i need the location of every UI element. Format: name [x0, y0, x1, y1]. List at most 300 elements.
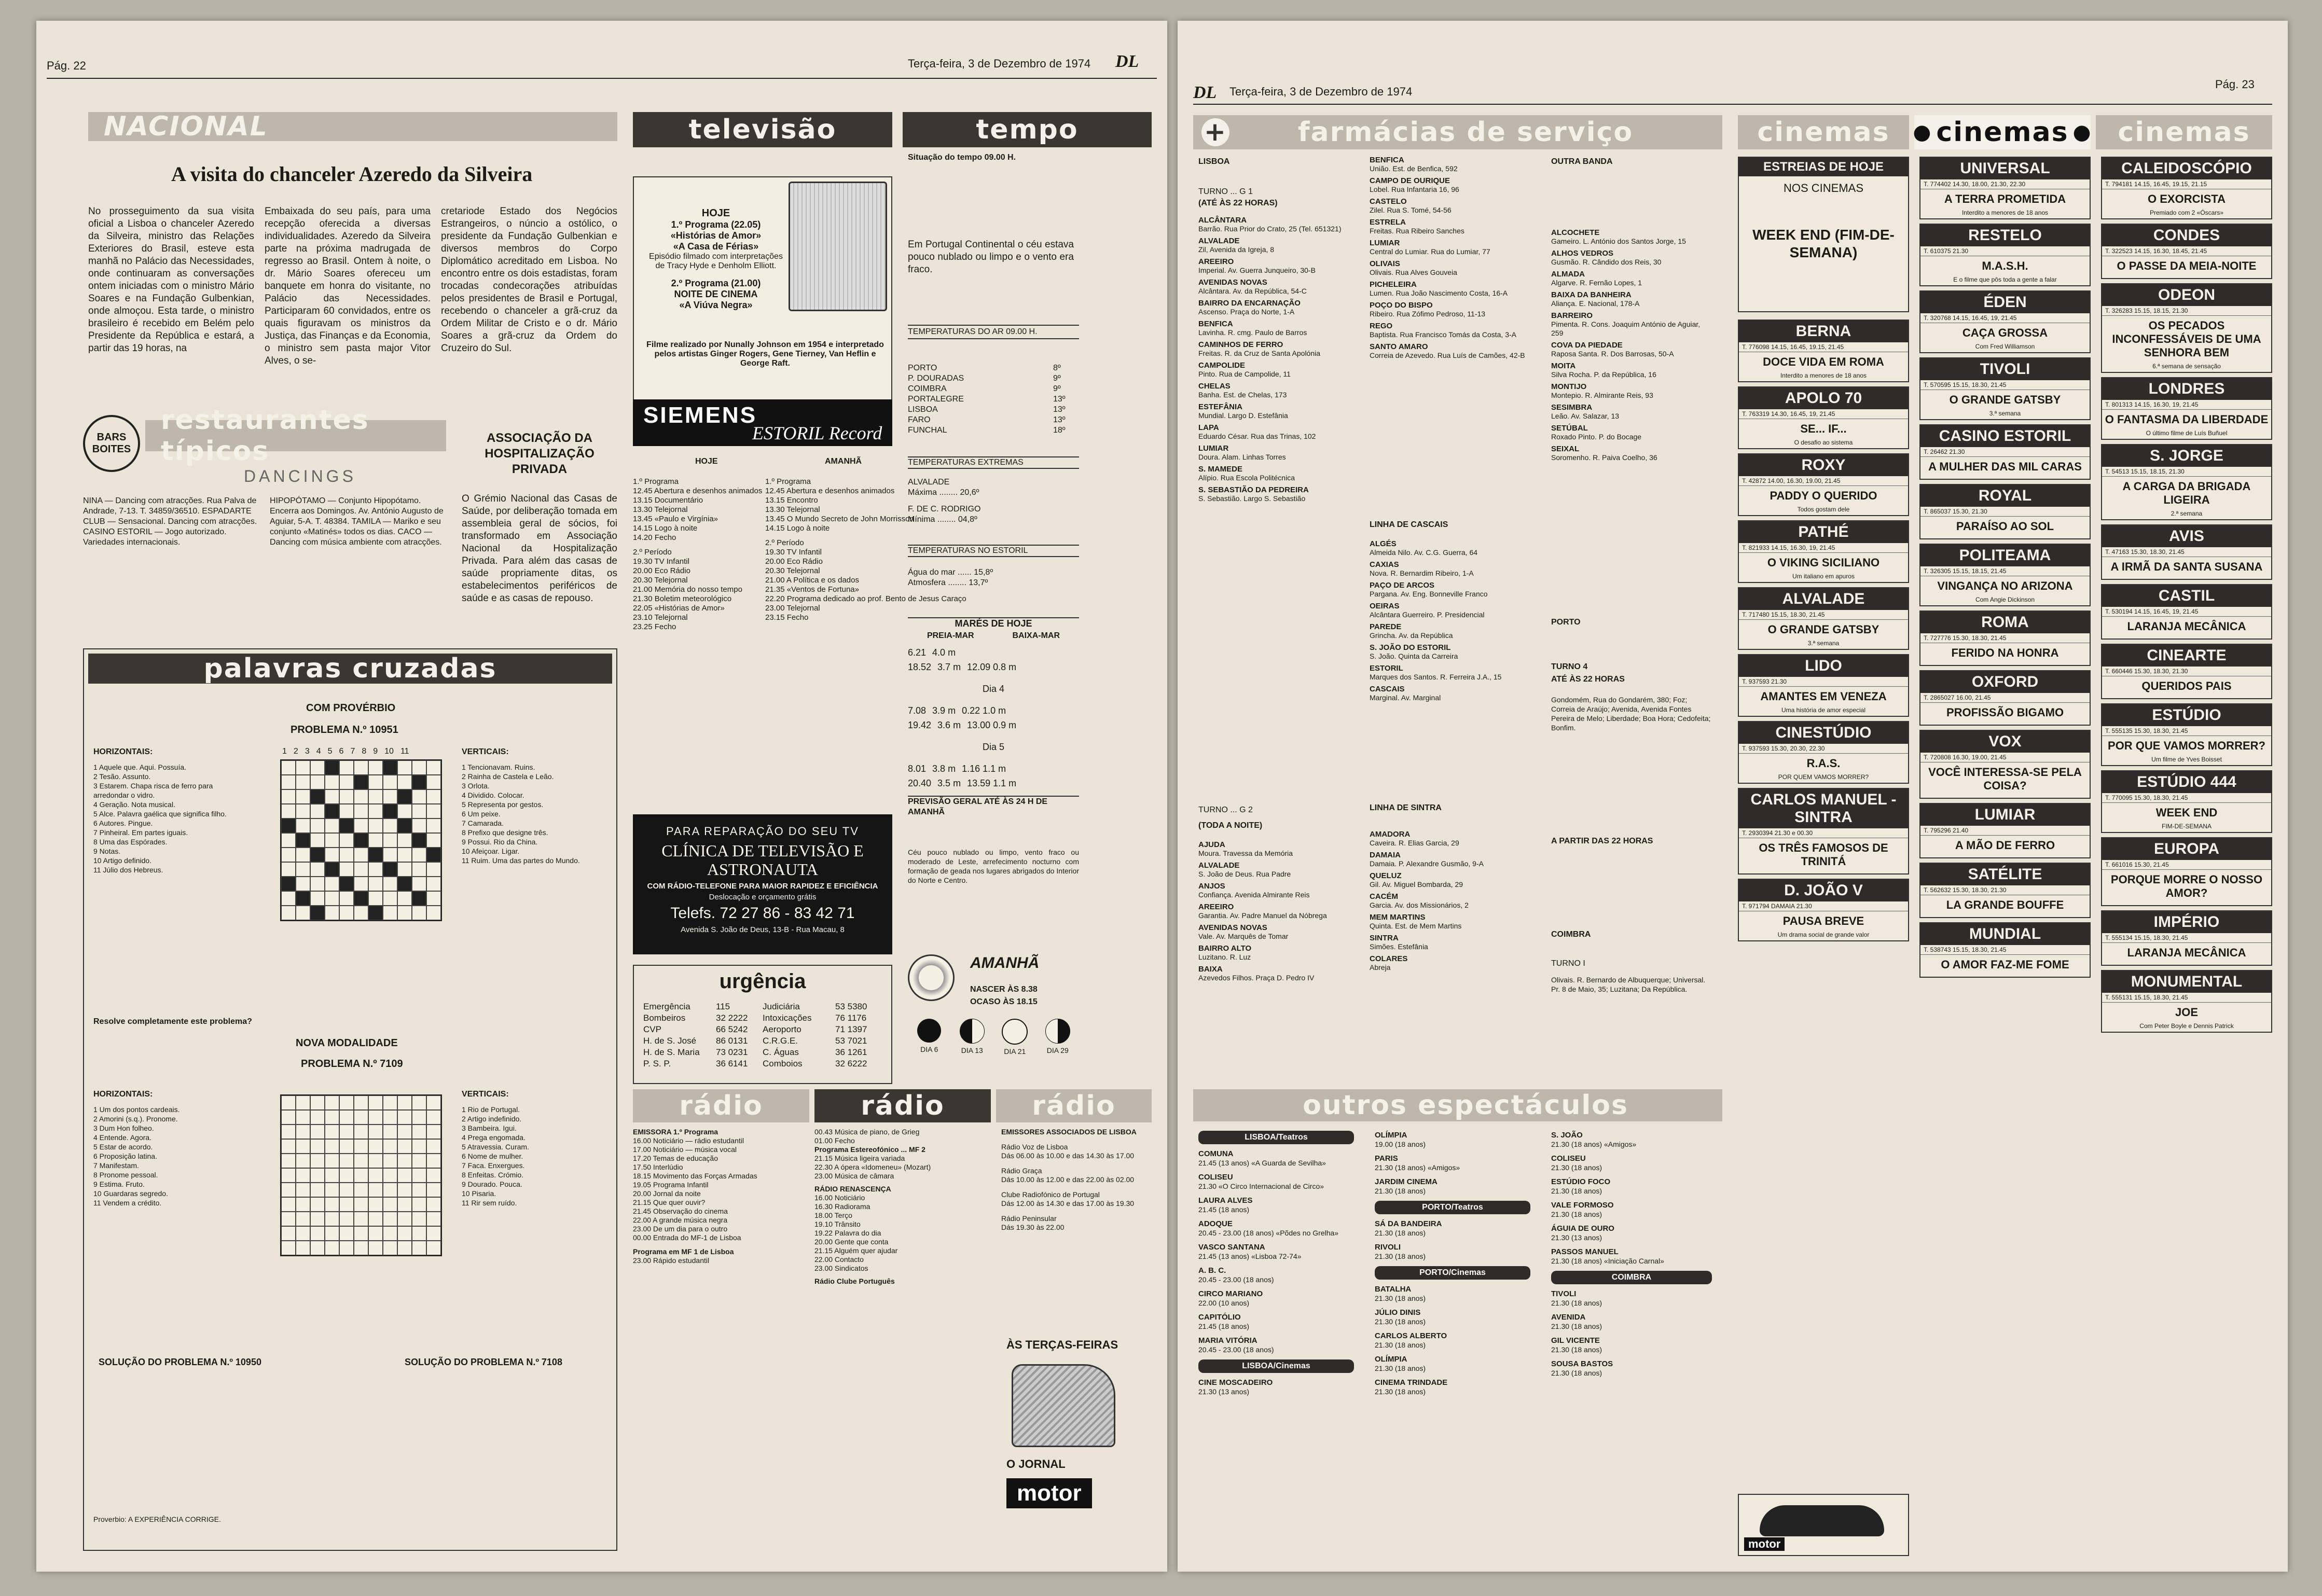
- crossword-cell[interactable]: [426, 877, 441, 891]
- crossword-cell[interactable]: [383, 1154, 397, 1168]
- cinema-listing[interactable]: [1738, 721, 1909, 784]
- tv-repair-ad: PARA REPARAÇÃO DO SEU TV CLÍNICA DE TELEVISÃO E ASTRONAUTA COM RÁDIO-TELEFONE PARA MAIOR RAPIDEZ E EFICIÊNCIA Deslocação e orçamento grátis Telefs. 72 27 86 - 83 42 71 Avenida S. João de Deus, 13-B - Rua Macau, 8: [633, 814, 892, 954]
- crossword-cell[interactable]: [397, 1183, 412, 1197]
- venue-entry: [1198, 1149, 1354, 1168]
- crossword-cell[interactable]: [325, 1241, 339, 1255]
- crossword-cell[interactable]: [397, 1110, 412, 1125]
- cinema-listing[interactable]: [2101, 770, 2272, 833]
- crossword-cell[interactable]: [281, 789, 296, 804]
- crossword-cell[interactable]: [296, 906, 310, 920]
- crossword-cell[interactable]: [325, 818, 339, 833]
- crossword-cell[interactable]: [383, 818, 397, 833]
- crossword-cell[interactable]: [325, 1212, 339, 1226]
- crossword-cell[interactable]: [325, 891, 339, 906]
- crossword-cell[interactable]: [354, 1241, 368, 1255]
- crossword-cell[interactable]: [397, 862, 412, 877]
- crossword-cell[interactable]: [296, 1110, 310, 1125]
- crossword-cell[interactable]: [354, 1125, 368, 1139]
- crossword-cell[interactable]: [281, 1226, 296, 1241]
- crossword-cell[interactable]: [368, 1095, 383, 1110]
- crossword-cell[interactable]: [354, 760, 368, 775]
- crossword-cell[interactable]: [339, 789, 354, 804]
- crossword-cell[interactable]: [325, 1168, 339, 1183]
- cinema-listing[interactable]: [1738, 320, 1909, 382]
- crossword-cell[interactable]: [383, 877, 397, 891]
- crossword-cell[interactable]: [397, 818, 412, 833]
- crossword-cell[interactable]: [325, 862, 339, 877]
- film-title: QUERIDOS PAIS: [2141, 679, 2232, 692]
- crossword-cell[interactable]: [426, 1226, 441, 1241]
- crossword-cell[interactable]: [397, 789, 412, 804]
- crossword-cell[interactable]: [281, 775, 296, 789]
- cinema-listing[interactable]: [1919, 730, 2091, 799]
- crossword-cell[interactable]: [310, 1241, 325, 1255]
- crossword-cell[interactable]: [368, 891, 383, 906]
- pharmacy-entry: [1198, 257, 1354, 275]
- crossword-cell[interactable]: [383, 1241, 397, 1255]
- crossword-cell[interactable]: [368, 1154, 383, 1168]
- crossword-cell[interactable]: [412, 891, 426, 906]
- crossword-cell[interactable]: [310, 1125, 325, 1139]
- crossword-cell[interactable]: [383, 1139, 397, 1154]
- crossword-cell[interactable]: [296, 760, 310, 775]
- crossword-cell[interactable]: [296, 1139, 310, 1154]
- crossword-cell[interactable]: [310, 891, 325, 906]
- cinema-listing[interactable]: [1919, 290, 2091, 353]
- crossword-cell[interactable]: [325, 848, 339, 862]
- crossword-cell[interactable]: [281, 848, 296, 862]
- crossword-cell[interactable]: [296, 1212, 310, 1226]
- crossword-cell[interactable]: [397, 1241, 412, 1255]
- crossword-cell[interactable]: [412, 1241, 426, 1255]
- crossword-cell[interactable]: [339, 877, 354, 891]
- crossword-cell[interactable]: [281, 1212, 296, 1226]
- crossword-cell[interactable]: [397, 1139, 412, 1154]
- cinema-listing[interactable]: [1919, 610, 2091, 666]
- crossword-cell[interactable]: [426, 818, 441, 833]
- cinema-listing[interactable]: [2101, 703, 2272, 766]
- crossword-cell[interactable]: [339, 1168, 354, 1183]
- crossword-cell[interactable]: [310, 1154, 325, 1168]
- cinema-listing[interactable]: [2101, 970, 2272, 1033]
- crossword-cell[interactable]: [354, 877, 368, 891]
- crossword-cell[interactable]: [397, 848, 412, 862]
- crossword-cell[interactable]: [412, 1110, 426, 1125]
- crossword-cell[interactable]: [281, 862, 296, 877]
- cinema-listing[interactable]: [1738, 453, 1909, 516]
- pharmacy-entry: [1198, 278, 1354, 296]
- crossword-cell[interactable]: [412, 1125, 426, 1139]
- crossword-cell[interactable]: [397, 1154, 412, 1168]
- crossword-cell[interactable]: [426, 848, 441, 862]
- pharmacy-address: Gusmão. R. Cândido dos Reis, 30: [1551, 258, 1662, 266]
- crossword-cell[interactable]: [325, 1154, 339, 1168]
- crossword-cell[interactable]: [383, 1125, 397, 1139]
- crossword-cell[interactable]: [426, 1212, 441, 1226]
- crossword-cell[interactable]: [281, 1154, 296, 1168]
- crossword-cell[interactable]: [310, 775, 325, 789]
- crossword-cell[interactable]: [383, 1197, 397, 1212]
- cinema-listing[interactable]: [1919, 224, 2091, 286]
- crossword-cell[interactable]: [339, 1197, 354, 1212]
- crossword-cell[interactable]: [383, 1168, 397, 1183]
- pharmacy-entry: [1198, 465, 1354, 482]
- crossword-cell[interactable]: [281, 891, 296, 906]
- pharmacy-entry: [1198, 965, 1354, 982]
- crossword-cell[interactable]: [383, 1095, 397, 1110]
- crossword-cell[interactable]: [354, 818, 368, 833]
- crossword-cell[interactable]: [310, 1226, 325, 1241]
- cinema-listing[interactable]: [1738, 654, 1909, 717]
- pharmacy-address: Pinto. Rua de Campolide, 11: [1198, 370, 1291, 378]
- crossword-cell[interactable]: [296, 848, 310, 862]
- crossword-cell[interactable]: [296, 1125, 310, 1139]
- cinema-listing[interactable]: [1738, 386, 1909, 449]
- crossword-cell[interactable]: [354, 848, 368, 862]
- crossword-cell[interactable]: [310, 1197, 325, 1212]
- crossword-cell[interactable]: [383, 848, 397, 862]
- venue-info: 21.30 (13 anos): [1198, 1387, 1250, 1396]
- crossword-cell[interactable]: [368, 1197, 383, 1212]
- crossword-cell[interactable]: [412, 1139, 426, 1154]
- crossword-cell[interactable]: [325, 1095, 339, 1110]
- cinema-listing[interactable]: [1919, 922, 2091, 978]
- crossword-cell[interactable]: [339, 1095, 354, 1110]
- crossword-cell[interactable]: [354, 891, 368, 906]
- crossword-cell[interactable]: [354, 1110, 368, 1125]
- crossword-cell[interactable]: [412, 1212, 426, 1226]
- crossword-cell[interactable]: [296, 877, 310, 891]
- crossword-cell[interactable]: [296, 1168, 310, 1183]
- crossword-cell[interactable]: [383, 1183, 397, 1197]
- crossword-cell[interactable]: [426, 775, 441, 789]
- crossword-cell[interactable]: [281, 1183, 296, 1197]
- cinema-listing[interactable]: [2101, 524, 2272, 580]
- crossword-cell[interactable]: [412, 833, 426, 848]
- crossword-cell[interactable]: [296, 1241, 310, 1255]
- crossword-cell[interactable]: [339, 1226, 354, 1241]
- crossword-cell[interactable]: [339, 1125, 354, 1139]
- crossword-cell[interactable]: [281, 877, 296, 891]
- crossword-cell[interactable]: [412, 760, 426, 775]
- cinema-listing[interactable]: [1919, 670, 2091, 726]
- crossword-cell[interactable]: [281, 1139, 296, 1154]
- crossword-cell[interactable]: [368, 862, 383, 877]
- pharmacy-address: Soromenho. R. Paiva Coelho, 36: [1551, 453, 1657, 462]
- crossword-cell[interactable]: [412, 1226, 426, 1241]
- crossword-cell[interactable]: [354, 1226, 368, 1241]
- crossword-cell[interactable]: [426, 891, 441, 906]
- crossword-cell[interactable]: [426, 760, 441, 775]
- cinema-listing[interactable]: [2101, 224, 2272, 279]
- crossword-cell[interactable]: [383, 804, 397, 818]
- crossword-cell[interactable]: [325, 1110, 339, 1125]
- crossword-cell[interactable]: [325, 760, 339, 775]
- cinema-listing[interactable]: [1738, 879, 1909, 941]
- crossword-cell[interactable]: [339, 1110, 354, 1125]
- cinema-listing[interactable]: [2101, 283, 2272, 373]
- crossword-cell[interactable]: [426, 804, 441, 818]
- crossword-cell[interactable]: [310, 760, 325, 775]
- crossword-grid-1[interactable]: [280, 759, 442, 921]
- crossword-cell[interactable]: [296, 862, 310, 877]
- cinema-listing[interactable]: [1919, 863, 2091, 918]
- crossword-cell[interactable]: [281, 818, 296, 833]
- crossword-cell[interactable]: [281, 1168, 296, 1183]
- crossword-cell[interactable]: [426, 789, 441, 804]
- crossword-cell[interactable]: [325, 1125, 339, 1139]
- crossword-cell[interactable]: [368, 818, 383, 833]
- crossword-grid-2[interactable]: [280, 1094, 442, 1256]
- crossword-cell[interactable]: [354, 906, 368, 920]
- crossword-cell[interactable]: [412, 789, 426, 804]
- crossword-cell[interactable]: [368, 760, 383, 775]
- crossword-cell[interactable]: [383, 789, 397, 804]
- crossword-cell[interactable]: [281, 804, 296, 818]
- crossword-cell[interactable]: [368, 1168, 383, 1183]
- cinema-listing[interactable]: [1919, 357, 2091, 420]
- crossword-cell[interactable]: [325, 877, 339, 891]
- crossword-cell[interactable]: [368, 804, 383, 818]
- crossword-cell[interactable]: [383, 1226, 397, 1241]
- crossword-cell[interactable]: [426, 862, 441, 877]
- crossword-cell[interactable]: [426, 906, 441, 920]
- crossword-cell[interactable]: [383, 775, 397, 789]
- crossword-cell[interactable]: [368, 848, 383, 862]
- crossword-cell[interactable]: [310, 906, 325, 920]
- crossword-cell[interactable]: [397, 1212, 412, 1226]
- outra-banda-title: OUTRA BANDA: [1551, 157, 1613, 166]
- pharmacy-address: S. João de Deus. Rua Padre: [1198, 870, 1291, 878]
- venue-info: 21.30 (18 anos): [1551, 1322, 1602, 1330]
- crossword-cell[interactable]: [310, 1168, 325, 1183]
- crossword-cell[interactable]: [412, 804, 426, 818]
- crossword-cell[interactable]: [412, 1168, 426, 1183]
- crossword-cell[interactable]: [296, 818, 310, 833]
- crossword-cell[interactable]: [368, 1183, 383, 1197]
- crossword-cell[interactable]: [339, 760, 354, 775]
- crossword-cell[interactable]: [296, 1095, 310, 1110]
- crossword-cell[interactable]: [281, 760, 296, 775]
- crossword-cell[interactable]: [368, 789, 383, 804]
- crossword-cell[interactable]: [368, 775, 383, 789]
- crossword-cell[interactable]: [339, 906, 354, 920]
- crossword-cell[interactable]: [296, 891, 310, 906]
- cinema-listing[interactable]: [1919, 424, 2091, 480]
- crossword-cell[interactable]: [412, 1183, 426, 1197]
- crossword-cell[interactable]: [383, 1212, 397, 1226]
- cinema-listing[interactable]: [2101, 584, 2272, 640]
- crossword-cell[interactable]: [412, 1154, 426, 1168]
- crossword-cell[interactable]: [310, 1110, 325, 1125]
- crossword-cell[interactable]: [296, 1154, 310, 1168]
- crossword-cell[interactable]: [426, 1110, 441, 1125]
- crossword-cell[interactable]: [339, 818, 354, 833]
- crossword-cell[interactable]: [368, 877, 383, 891]
- crossword-cell[interactable]: [325, 1197, 339, 1212]
- crossword-cell[interactable]: [339, 891, 354, 906]
- crossword-cell[interactable]: [426, 1241, 441, 1255]
- crossword-cell[interactable]: [281, 1095, 296, 1110]
- cinema-listing[interactable]: [1738, 788, 1909, 875]
- crossword-cell[interactable]: [368, 1110, 383, 1125]
- cinema-listing[interactable]: [1919, 544, 2091, 606]
- crossword-cell[interactable]: [426, 1139, 441, 1154]
- crossword-cell[interactable]: [281, 1197, 296, 1212]
- mares-headers: PREIA-MAR BAIXA-MAR: [927, 631, 1060, 640]
- crossword-cell[interactable]: [310, 804, 325, 818]
- cinema-listing[interactable]: [1738, 520, 1909, 583]
- crossword-cell[interactable]: [281, 833, 296, 848]
- cinema-listing[interactable]: [2101, 444, 2272, 520]
- crossword-cell[interactable]: [310, 1212, 325, 1226]
- crossword-cell[interactable]: [310, 877, 325, 891]
- crossword-cell[interactable]: [354, 775, 368, 789]
- crossword-cell[interactable]: [426, 1125, 441, 1139]
- crossword-cell[interactable]: [412, 818, 426, 833]
- cinema-listing[interactable]: [1919, 157, 2091, 219]
- crossword-cell[interactable]: [339, 848, 354, 862]
- estoril-temps-title: TEMPERATURAS NO ESTORIL: [908, 545, 1079, 557]
- cinema-listing[interactable]: [1919, 484, 2091, 539]
- crossword-cell[interactable]: [339, 1241, 354, 1255]
- crossword-cell[interactable]: [397, 760, 412, 775]
- cinema-listing[interactable]: [1738, 587, 1909, 650]
- crossword-cell[interactable]: [426, 1154, 441, 1168]
- venue-info: 20.45 - 23.00 (18 anos): [1198, 1275, 1274, 1284]
- crossword-cell[interactable]: [296, 789, 310, 804]
- crossword-cell[interactable]: [339, 833, 354, 848]
- crossword-cell[interactable]: [368, 1139, 383, 1154]
- crossword-cell[interactable]: [354, 1197, 368, 1212]
- crossword-cell[interactable]: [310, 833, 325, 848]
- cinema-listing[interactable]: [1919, 803, 2091, 858]
- crossword-cell[interactable]: [412, 862, 426, 877]
- crossword-cell[interactable]: [310, 818, 325, 833]
- crossword-cell[interactable]: [426, 1168, 441, 1183]
- crossword-cell[interactable]: [354, 1139, 368, 1154]
- crossword-cell[interactable]: [325, 775, 339, 789]
- crossword-cell[interactable]: [354, 1183, 368, 1197]
- crossword-cell[interactable]: [383, 862, 397, 877]
- crossword-cell[interactable]: [354, 1154, 368, 1168]
- crossword-cell[interactable]: [383, 891, 397, 906]
- crossword-cell[interactable]: [339, 1212, 354, 1226]
- crossword-cell[interactable]: [383, 760, 397, 775]
- crossword-cell[interactable]: [397, 891, 412, 906]
- cinema-listing[interactable]: [2101, 837, 2272, 906]
- crossword-cell[interactable]: [397, 833, 412, 848]
- crossword-cell[interactable]: [426, 833, 441, 848]
- crossword-cell[interactable]: [397, 1226, 412, 1241]
- crossword-cell[interactable]: [368, 1226, 383, 1241]
- crossword-cell[interactable]: [354, 1168, 368, 1183]
- crossword-cell[interactable]: [354, 789, 368, 804]
- crossword-cell[interactable]: [368, 906, 383, 920]
- crossword-cell[interactable]: [281, 1110, 296, 1125]
- crossword-cell[interactable]: [339, 804, 354, 818]
- crossword-cell[interactable]: [310, 862, 325, 877]
- crossword-cell[interactable]: [412, 877, 426, 891]
- crossword-cell[interactable]: [310, 848, 325, 862]
- crossword-cell[interactable]: [354, 1095, 368, 1110]
- crossword-cell[interactable]: [281, 906, 296, 920]
- crossword-cell[interactable]: [383, 833, 397, 848]
- radio-col3: EMISSORES ASSOCIADOS DE LISBOA Rádio Voz de Lisboa Dás 06.00 às 10.00 e das 14.30 às 17.00 Rádio Graça Dás 10.00 às 12.00 e das 22.00 às 02.00 Clube Radiofónico de Portugal Dás 12.00 às 14.30 e das 17.00 às 19.30 Rádio Peninsular Dás 19.30 às 22.00: [1001, 1128, 1137, 1231]
- crossword-cell[interactable]: [397, 1197, 412, 1212]
- crossword-cell[interactable]: [426, 1095, 441, 1110]
- cinema-listing[interactable]: [2101, 377, 2272, 440]
- cinemas-banner-center: ● cinemas ●: [1914, 115, 2091, 149]
- crossword-cell[interactable]: [426, 1183, 441, 1197]
- crossword-cell[interactable]: [354, 833, 368, 848]
- crossword-cell[interactable]: [281, 1241, 296, 1255]
- crossword-cell[interactable]: [296, 1226, 310, 1241]
- crossword-cell[interactable]: [296, 1197, 310, 1212]
- crossword-cell[interactable]: [368, 1212, 383, 1226]
- cinema-listing[interactable]: [2101, 910, 2272, 966]
- crossword-cell[interactable]: [397, 1168, 412, 1183]
- crossword-cell[interactable]: [281, 1125, 296, 1139]
- crossword-cell[interactable]: [368, 833, 383, 848]
- crossword-cell[interactable]: [354, 1212, 368, 1226]
- crossword-cell[interactable]: [412, 1095, 426, 1110]
- crossword-cell[interactable]: [325, 1226, 339, 1241]
- crossword-cell[interactable]: [296, 833, 310, 848]
- cinema-listing[interactable]: [2101, 157, 2272, 219]
- crossword-cell[interactable]: [339, 862, 354, 877]
- crossword-cell[interactable]: [310, 789, 325, 804]
- crossword-cell[interactable]: [397, 804, 412, 818]
- crossword-cell[interactable]: [383, 906, 397, 920]
- crossword-cell[interactable]: [325, 906, 339, 920]
- crossword-cell[interactable]: [397, 906, 412, 920]
- crossword-cell[interactable]: [354, 862, 368, 877]
- crossword-cell[interactable]: [397, 775, 412, 789]
- crossword-cell[interactable]: [339, 1154, 354, 1168]
- crossword-cell[interactable]: [339, 1139, 354, 1154]
- crossword-cell[interactable]: [339, 775, 354, 789]
- crossword-cell[interactable]: [325, 804, 339, 818]
- crossword-cell[interactable]: [368, 1125, 383, 1139]
- crossword-cell[interactable]: [368, 1241, 383, 1255]
- crossword-cell[interactable]: [354, 804, 368, 818]
- crossword-cell[interactable]: [325, 1183, 339, 1197]
- crossword-cell[interactable]: [397, 877, 412, 891]
- crossword-cell[interactable]: [296, 1183, 310, 1197]
- crossword-cell[interactable]: [310, 1183, 325, 1197]
- crossword-cell[interactable]: [412, 1197, 426, 1212]
- crossword-cell[interactable]: [383, 1110, 397, 1125]
- cinema-listing[interactable]: [2101, 644, 2272, 699]
- pharmacy-entry: [1370, 342, 1525, 360]
- crossword-cell[interactable]: [426, 1197, 441, 1212]
- crossword-cell[interactable]: [412, 775, 426, 789]
- crossword-cell[interactable]: [296, 804, 310, 818]
- crossword-cell[interactable]: [325, 833, 339, 848]
- crossword-cell[interactable]: [310, 1139, 325, 1154]
- crossword-cell[interactable]: [397, 1125, 412, 1139]
- crossword-cell[interactable]: [325, 789, 339, 804]
- crossword-cell[interactable]: [412, 848, 426, 862]
- crossword-cell[interactable]: [310, 1095, 325, 1110]
- venue-info: 21.30 (18 anos): [1375, 1364, 1426, 1372]
- crossword-cell[interactable]: [339, 1183, 354, 1197]
- crossword-cell[interactable]: [296, 775, 310, 789]
- crossword-cell[interactable]: [412, 906, 426, 920]
- crossword-cell[interactable]: [325, 1139, 339, 1154]
- crossword-cell[interactable]: [397, 1095, 412, 1110]
